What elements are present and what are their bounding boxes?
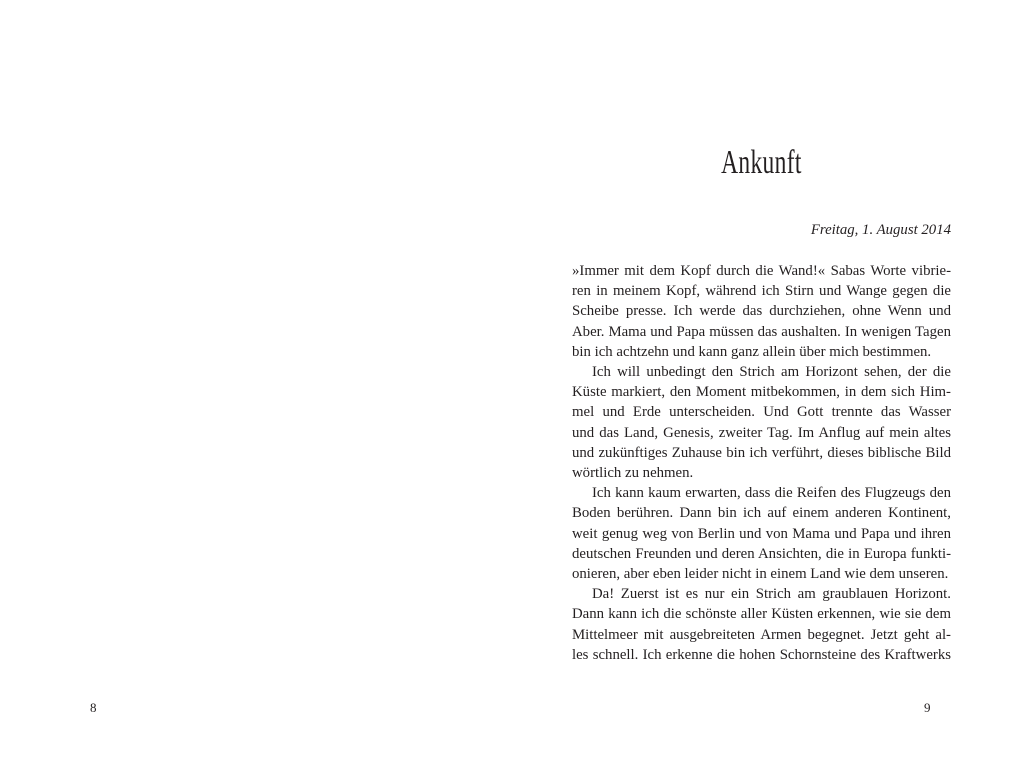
body-text [572, 261, 951, 665]
text-line: Küste markiert, den Moment mitbekommen, in dem sich Him- [572, 384, 951, 401]
text-line: Scheibe presse. Ich werde das durchziehen, ohne Wenn und [572, 303, 951, 320]
paragraph [572, 483, 951, 584]
paragraph [572, 584, 951, 665]
text-line: Ich will unbedingt den Strich am Horizont sehen, der die [592, 364, 951, 381]
text-line: Boden berühren. Dann bin ich auf einem anderen Kontinent, [572, 505, 951, 522]
page-number-right: 9 [924, 700, 931, 715]
text-line: Dann kann ich die schönste aller Küsten erkennen, wie sie dem [572, 606, 951, 623]
text-line: weit genug weg von Berlin und von Mama und Papa und ihren [572, 525, 951, 542]
page-number-left: 8 [90, 700, 97, 715]
text-line: deutschen Freunden und deren Ansichten, die in Europa funkti- [572, 545, 951, 562]
text-line: »Immer mit dem Kopf durch die Wand!« Sabas Worte vibrie- [572, 263, 951, 279]
text-line: Da! Zuerst ist es nur ein Strich am graublauen Horizont. [592, 586, 951, 603]
text-line: Ich kann kaum erwarten, dass die Reifen des Flugzeugs den [592, 485, 951, 502]
text-line: mel und Erde unterscheiden. Und Gott trennte das Wasser [572, 404, 951, 421]
paragraph [572, 261, 951, 362]
date-line: Freitag, 1. August 2014 [810, 222, 951, 238]
chapter-title: Ankunft [721, 144, 802, 181]
text-line: bin ich achtzehn und kann ganz allein über mich bestimmen. [572, 343, 932, 360]
text-line: wörtlich zu nehmen. [572, 465, 694, 482]
paragraph [572, 362, 951, 483]
text-line: Mittelmeer mit ausgebreiteten Armen begegnet. Jetzt geht al- [572, 626, 951, 643]
text-line: und zukünftiges Zuhause bin ich verführt, dieses biblische Bild [572, 444, 951, 461]
text-line: les schnell. Ich erkenne die hohen Schornsteine des Kraftwerks [572, 646, 951, 663]
right-page [510, 0, 1020, 767]
text-line: onieren, aber eben leider nicht in einem Land wie dem unseren. [572, 566, 949, 583]
text-line: und das Land, Genesis, zweiter Tag. Im Anflug auf mein altes [572, 424, 951, 441]
chapter-title-container [572, 146, 951, 180]
text-line: ren in meinem Kopf, während ich Stirn und Wange gegen die [572, 283, 951, 300]
text-line: Aber. Mama und Papa müssen das aushalten. In wenigen Tagen [572, 323, 951, 340]
